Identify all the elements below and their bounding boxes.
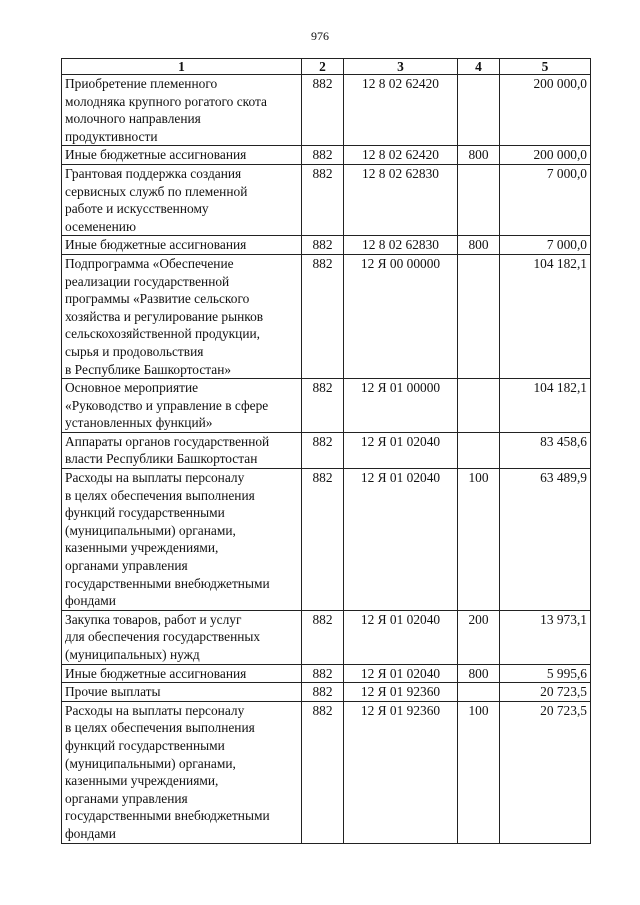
row-target-code: 12 Я 01 92360 xyxy=(344,701,458,843)
row-name: Иные бюджетные ассигнования xyxy=(62,664,302,683)
row-ministry-code: 882 xyxy=(302,683,344,702)
row-target-code: 12 Я 01 92360 xyxy=(344,683,458,702)
row-name: Подпрограмма «Обеспечение реализации государственной программы «Развитие сельского хозяйства и регулирование рынков сельскохозяйственной продукции, сырья и продовольствия в Республике Башкортостан» xyxy=(62,254,302,378)
header-col-3: 3 xyxy=(344,59,458,75)
header-row xyxy=(62,59,591,75)
row-expense-kind: 800 xyxy=(458,146,500,165)
row-amount: 63 489,9 xyxy=(500,469,591,611)
row-amount: 20 723,5 xyxy=(500,701,591,843)
row-amount: 104 182,1 xyxy=(500,254,591,378)
row-ministry-code: 882 xyxy=(302,610,344,664)
row-target-code: 12 Я 01 00000 xyxy=(344,379,458,433)
row-amount: 5 995,6 xyxy=(500,664,591,683)
row-expense-kind xyxy=(458,379,500,433)
row-ministry-code: 882 xyxy=(302,254,344,378)
row-name: Аппараты органов государственной власти Республики Башкортостан xyxy=(62,432,302,468)
row-target-code: 12 8 02 62420 xyxy=(344,146,458,165)
table-row xyxy=(62,75,591,146)
row-expense-kind: 800 xyxy=(458,236,500,255)
row-amount: 104 182,1 xyxy=(500,379,591,433)
row-ministry-code: 882 xyxy=(302,701,344,843)
table-row xyxy=(62,610,591,664)
row-expense-kind xyxy=(458,683,500,702)
row-amount: 13 973,1 xyxy=(500,610,591,664)
row-amount: 20 723,5 xyxy=(500,683,591,702)
row-target-code: 12 Я 01 02040 xyxy=(344,432,458,468)
row-target-code: 12 Я 01 02040 xyxy=(344,610,458,664)
row-expense-kind: 100 xyxy=(458,701,500,843)
row-amount: 7 000,0 xyxy=(500,164,591,235)
row-expense-kind xyxy=(458,432,500,468)
header-col-4: 4 xyxy=(458,59,500,75)
row-target-code: 12 Я 00 00000 xyxy=(344,254,458,378)
row-target-code: 12 Я 01 02040 xyxy=(344,664,458,683)
header-col-2: 2 xyxy=(302,59,344,75)
row-expense-kind: 800 xyxy=(458,664,500,683)
budget-table xyxy=(61,58,591,844)
table-row xyxy=(62,146,591,165)
table-row xyxy=(62,664,591,683)
row-name: Прочие выплаты xyxy=(62,683,302,702)
row-name: Иные бюджетные ассигнования xyxy=(62,146,302,165)
table-body xyxy=(62,75,591,844)
row-name: Иные бюджетные ассигнования xyxy=(62,236,302,255)
row-expense-kind xyxy=(458,254,500,378)
row-expense-kind xyxy=(458,75,500,146)
row-expense-kind: 100 xyxy=(458,469,500,611)
row-ministry-code: 882 xyxy=(302,164,344,235)
row-target-code: 12 Я 01 02040 xyxy=(344,469,458,611)
table-row xyxy=(62,254,591,378)
row-ministry-code: 882 xyxy=(302,432,344,468)
page-number: 976 xyxy=(311,29,329,43)
row-ministry-code: 882 xyxy=(302,146,344,165)
row-target-code: 12 8 02 62830 xyxy=(344,164,458,235)
row-name: Грантовая поддержка создания сервисных служб по племенной работе и искусственному осеменению xyxy=(62,164,302,235)
row-target-code: 12 8 02 62830 xyxy=(344,236,458,255)
row-amount: 200 000,0 xyxy=(500,75,591,146)
table-row xyxy=(62,432,591,468)
row-ministry-code: 882 xyxy=(302,236,344,255)
row-name: Расходы на выплаты персоналу в целях обеспечения выполнения функций государственными (муниципальными) органами, казенными учреждениями, органами управления государственными внебюджетными фондами xyxy=(62,701,302,843)
table-row xyxy=(62,236,591,255)
header-col-5: 5 xyxy=(500,59,591,75)
row-amount: 7 000,0 xyxy=(500,236,591,255)
row-target-code: 12 8 02 62420 xyxy=(344,75,458,146)
row-ministry-code: 882 xyxy=(302,75,344,146)
header-col-1: 1 xyxy=(62,59,302,75)
row-name: Основное мероприятие «Руководство и управление в сфере установленных функций» xyxy=(62,379,302,433)
table-row xyxy=(62,164,591,235)
row-name: Расходы на выплаты персоналу в целях обеспечения выполнения функций государственными (муниципальными) органами, казенными учреждениями, органами управления государственными внебюджетными фондами xyxy=(62,469,302,611)
table-row xyxy=(62,701,591,843)
row-expense-kind: 200 xyxy=(458,610,500,664)
table-row xyxy=(62,469,591,611)
row-name: Приобретение племенного молодняка крупного рогатого скота молочного направления продуктивности xyxy=(62,75,302,146)
row-name: Закупка товаров, работ и услуг для обеспечения государственных (муниципальных) нужд xyxy=(62,610,302,664)
row-ministry-code: 882 xyxy=(302,379,344,433)
row-amount: 200 000,0 xyxy=(500,146,591,165)
row-expense-kind xyxy=(458,164,500,235)
row-ministry-code: 882 xyxy=(302,664,344,683)
table-row xyxy=(62,683,591,702)
row-ministry-code: 882 xyxy=(302,469,344,611)
row-amount: 83 458,6 xyxy=(500,432,591,468)
table-row xyxy=(62,379,591,433)
